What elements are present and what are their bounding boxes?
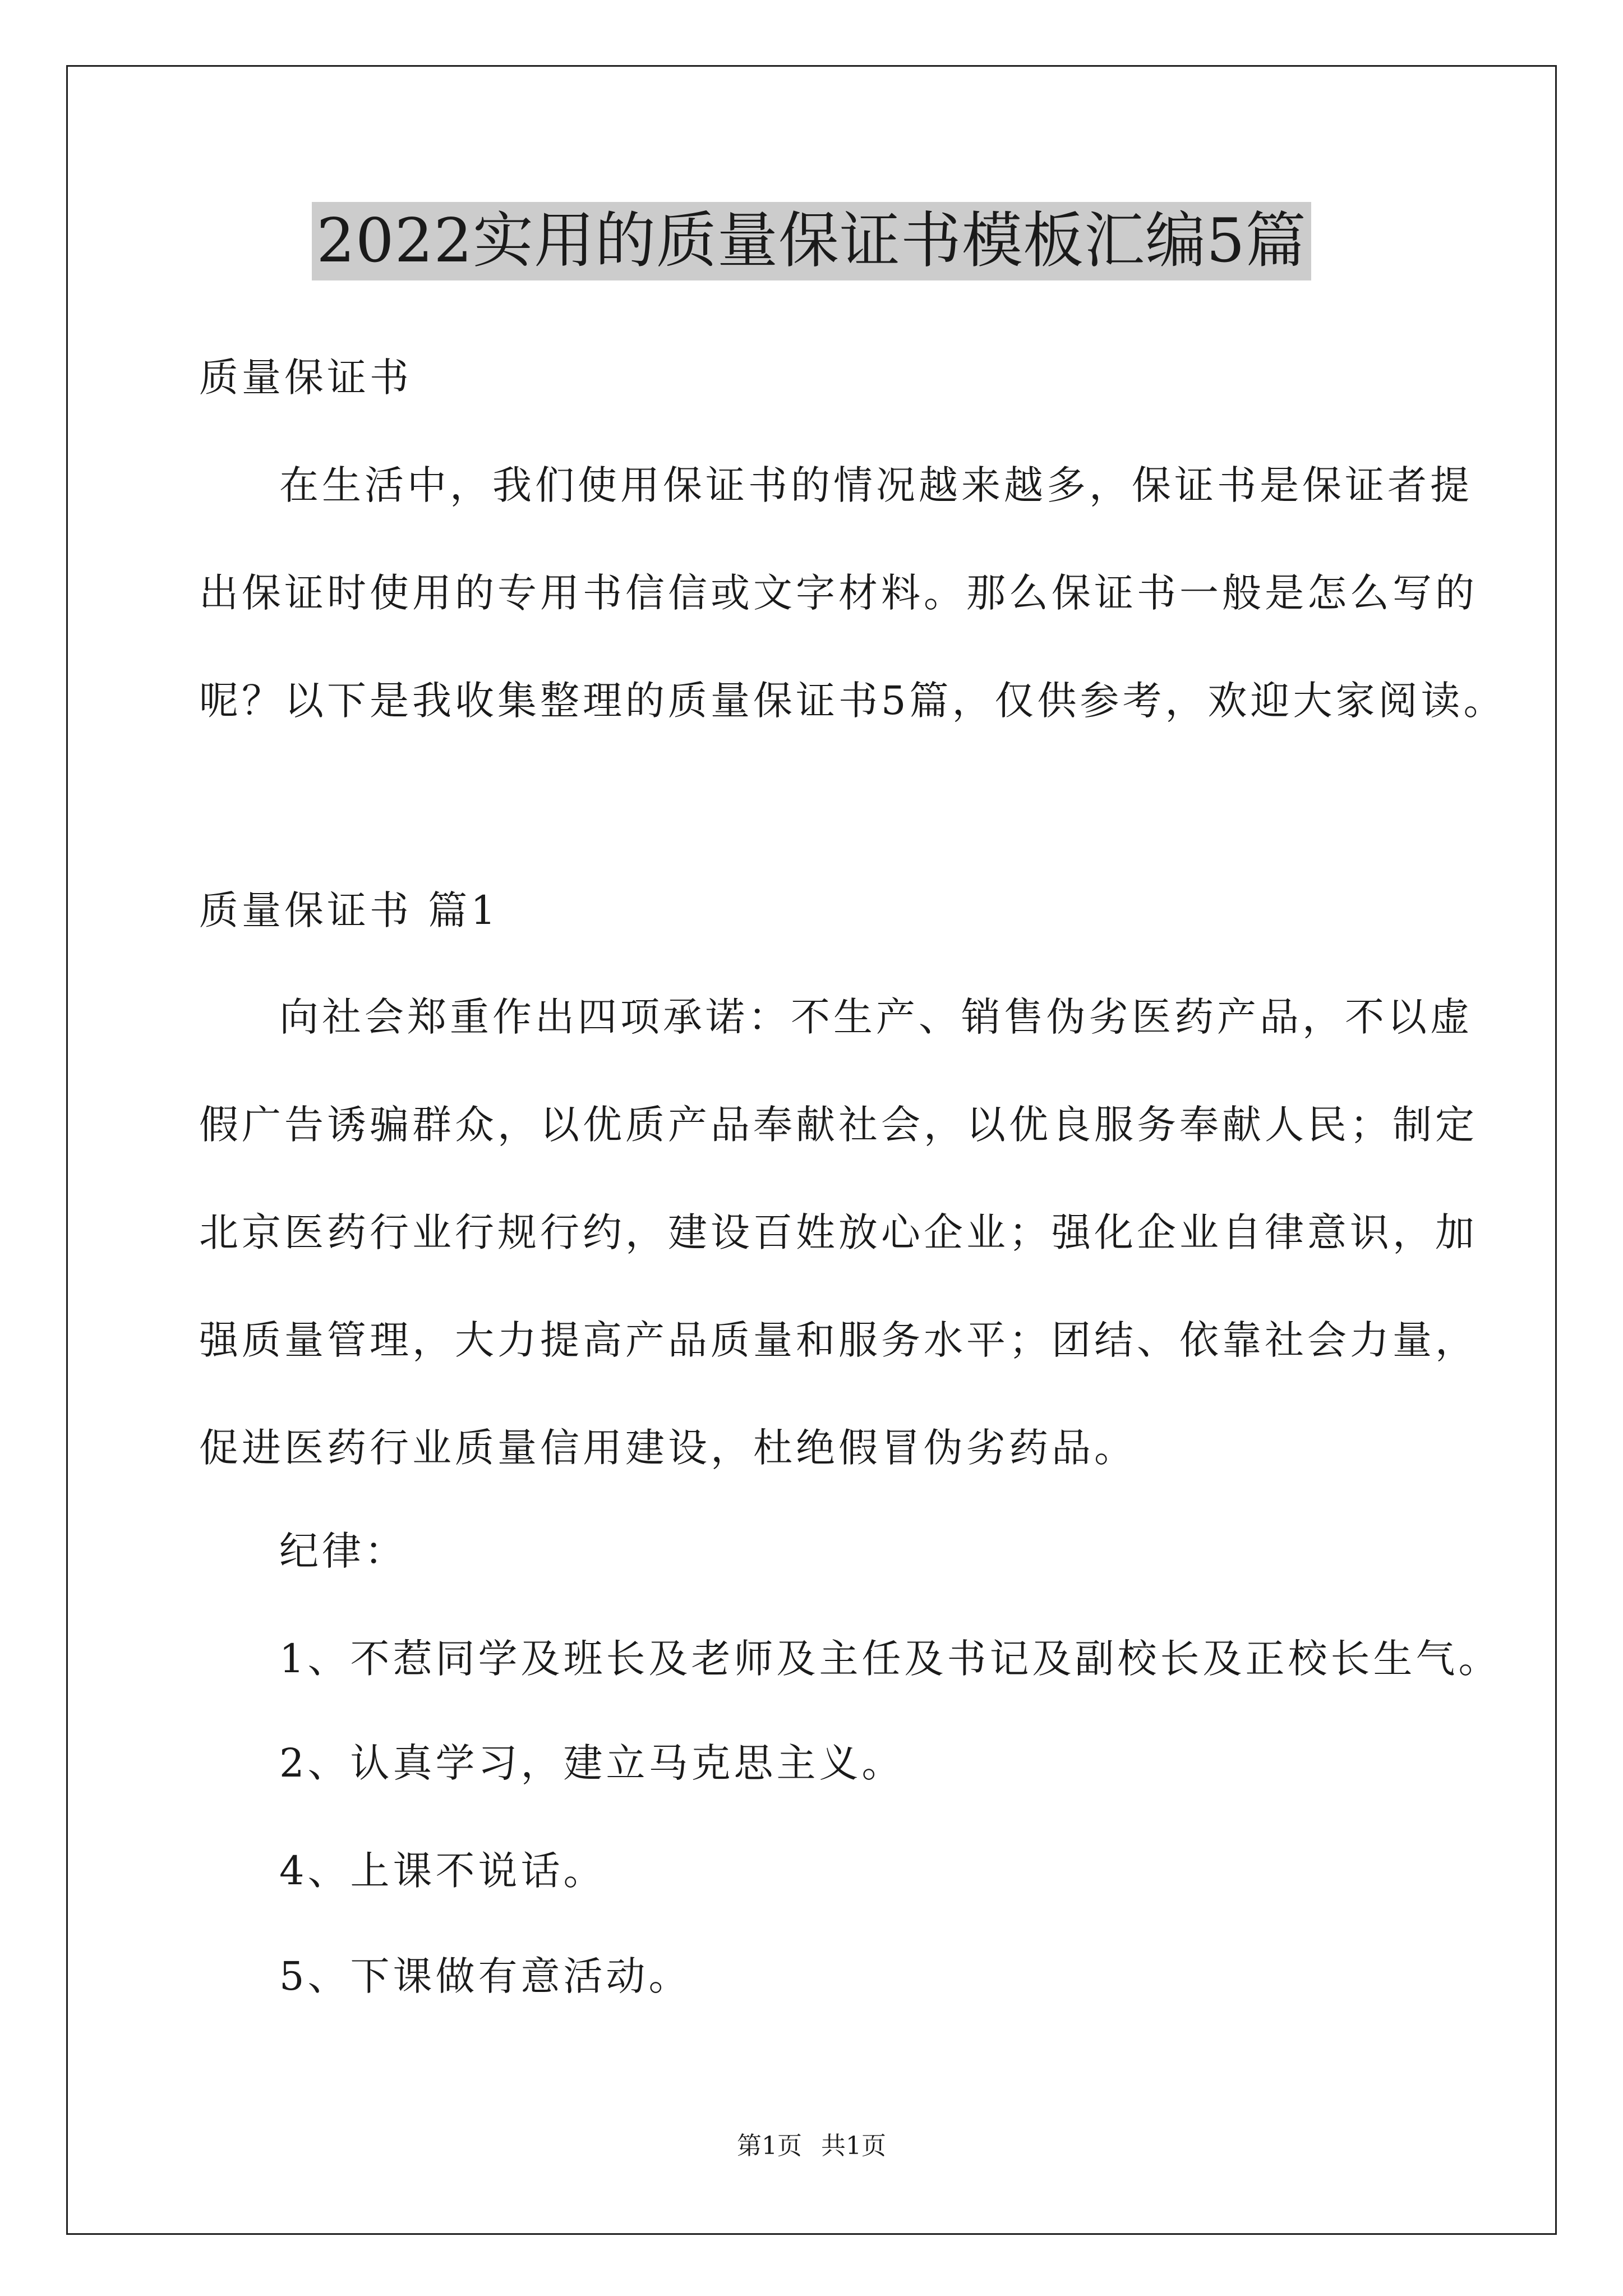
- page-number-current: 第1页: [737, 2132, 802, 2160]
- discipline-label: 纪律：: [279, 1528, 407, 1574]
- body-line: 强质量管理，大力提高产品质量和服务水平；团结、依靠社会力量，: [199, 1317, 1478, 1363]
- body-line: 假广告诱骗群众，以优质产品奉献社会，以优良服务奉献人民；制定: [199, 1102, 1478, 1148]
- section-heading-intro: 质量保证书: [199, 355, 412, 401]
- section-heading-1: 质量保证书 篇1: [199, 887, 499, 933]
- rule-item: 5、下课做有意活动。: [279, 1953, 691, 1999]
- rule-item: 1、不惹同学及班长及老师及主任及书记及副校长及正校长生气。: [279, 1636, 1501, 1682]
- body-line: 促进医药行业质量信用建设，杜绝假冒伪劣药品。: [199, 1425, 1137, 1471]
- body-line: 向社会郑重作出四项承诺：不生产、销售伪劣医药产品，不以虚: [279, 994, 1473, 1040]
- title-container: [0, 202, 1623, 280]
- page-footer: [0, 2131, 1623, 2162]
- body-line: 北京医药行业行规行约，建设百姓放心企业；强化企业自律意识，加: [199, 1209, 1478, 1255]
- intro-line: 在生活中，我们使用保证书的情况越来越多，保证书是保证者提: [279, 462, 1473, 508]
- rule-item: 4、上课不说话。: [279, 1848, 606, 1894]
- intro-line: 呢？以下是我收集整理的质量保证书5篇，仅供参考，欢迎大家阅读。: [199, 678, 1506, 724]
- document-title: 2022实用的质量保证书模板汇编5篇: [312, 202, 1311, 280]
- rule-item: 2、认真学习，建立马克思主义。: [279, 1740, 905, 1786]
- intro-line: 出保证时使用的专用书信信或文字材料。那么保证书一般是怎么写的: [199, 570, 1478, 616]
- page-number-total: 共1页: [821, 2132, 886, 2160]
